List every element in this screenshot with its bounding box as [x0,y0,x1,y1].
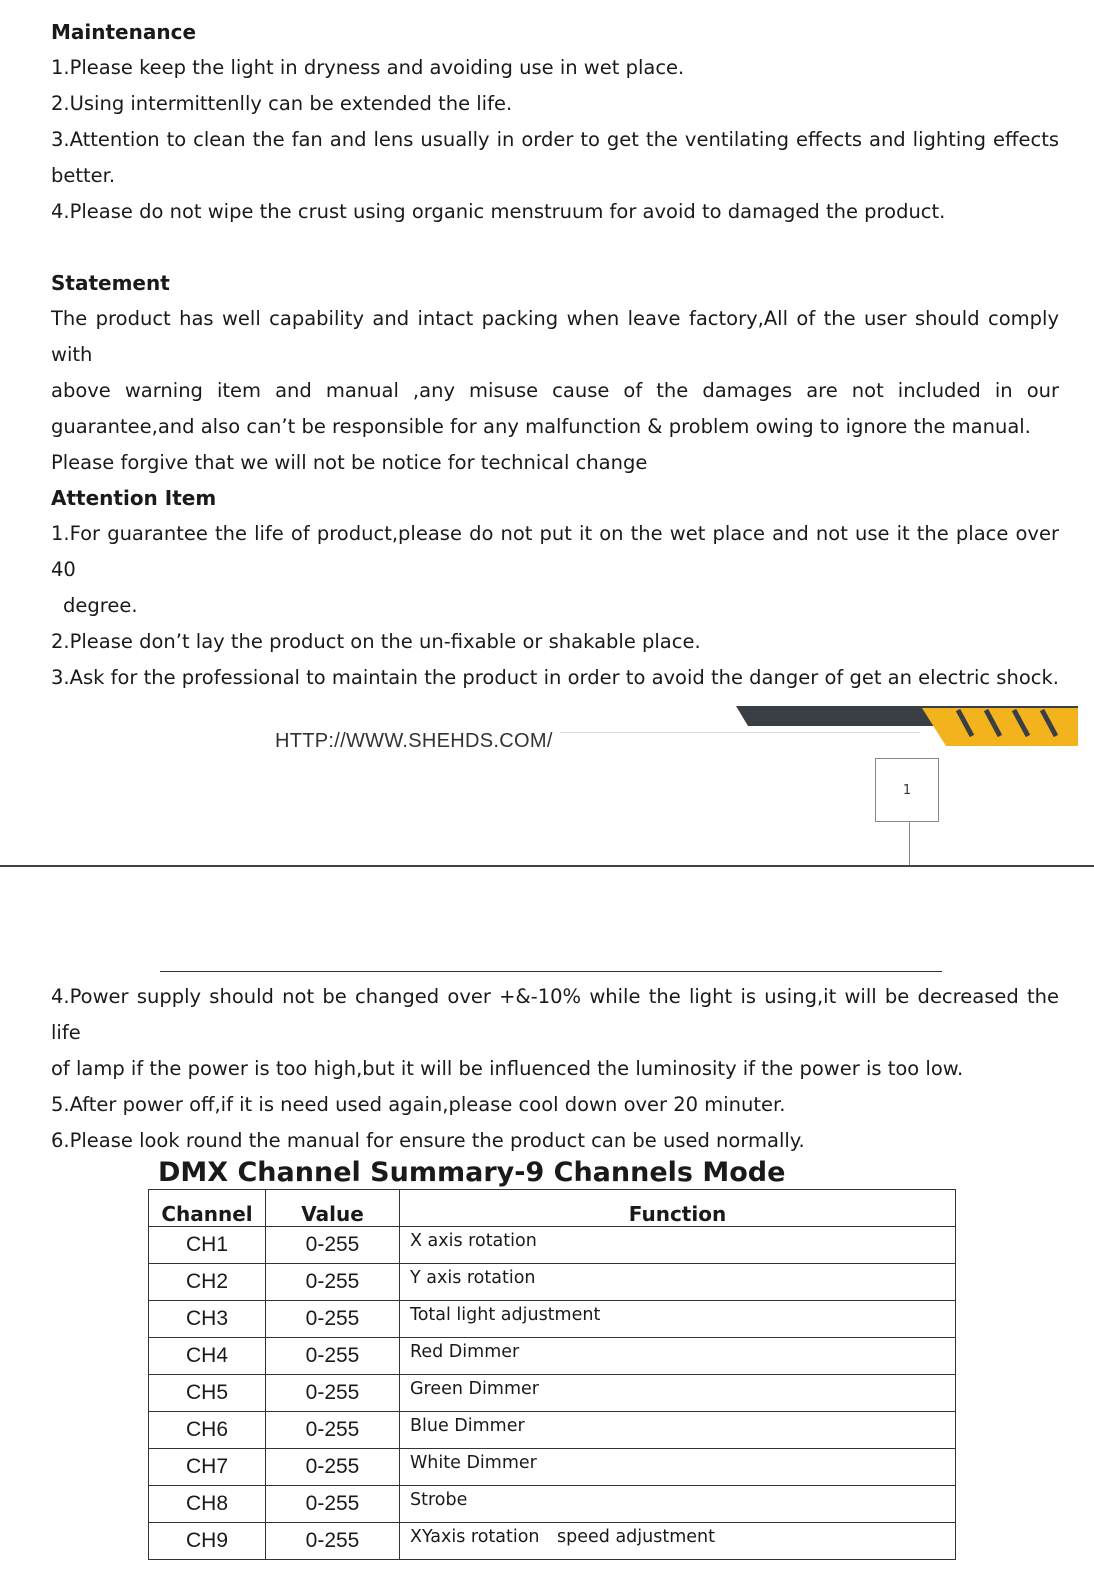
dmx-table-title: DMX Channel Summary-9 Channels Mode [158,1157,786,1188]
attention-item: 2.Please don’t lay the product on the un-fixable or shakable place. [51,630,701,653]
table-row [149,1486,956,1523]
website-url[interactable]: HTTP://WWW.SHEHDS.COM/ [275,730,553,752]
channel-header: Channel [149,1190,266,1227]
function-cell: Y axis rotation [400,1264,956,1301]
attention-item: degree. [63,594,138,617]
attention-item: of lamp if the power is too high,but it will be influenced the luminosity if the power is too low. [51,1057,964,1080]
attention-section [51,480,1059,696]
value-cell: 0-255 [266,1338,400,1375]
footer-banner-graphic [736,706,1078,746]
attention-item: 3.Ask for the professional to maintain the product in order to avoid the danger of get an electric shock. [51,666,1059,689]
value-cell: 0-255 [266,1523,400,1560]
attention-heading: Attention Item [51,486,217,510]
table-row [149,1412,956,1449]
statement-line: Please forgive that we will not be notice for technical change [51,451,648,474]
statement-line: guarantee,and also can’t be responsible for any malfunction & problem owing to ignore the manual. [51,415,1031,438]
header-rule [160,971,942,972]
statement-section [51,265,1059,481]
function-cell: Red Dimmer [400,1338,956,1375]
attention-continued-section [51,979,1059,1159]
page-number: 1 [902,782,912,798]
maintenance-heading: Maintenance [51,20,197,44]
table-row [149,1301,956,1338]
channel-cell: CH4 [149,1338,266,1375]
function-header: Function [400,1190,956,1227]
function-cell: XYaxis rotation speed adjustment [400,1523,956,1560]
table-row [149,1523,956,1560]
statement-line: The product has well capability and intact packing when leave factory,All of the user should comply with [51,307,1059,366]
channel-cell: CH1 [149,1227,266,1264]
function-cell: X axis rotation [400,1227,956,1264]
page-number-box [875,758,939,822]
value-cell: 0-255 [266,1412,400,1449]
channel-cell: CH3 [149,1301,266,1338]
statement-line: above warning item and manual ,any misuse cause of the damages are not included in our [51,379,1059,402]
value-header: Value [266,1190,400,1227]
channel-cell: CH9 [149,1523,266,1560]
attention-item: 5.After power off,if it is need used again,please cool down over 20 minuter. [51,1093,786,1116]
channel-cell: CH8 [149,1486,266,1523]
maintenance-section [51,14,1059,230]
page-number-connector [909,822,910,865]
maintenance-item: 4.Please do not wipe the crust using organic menstruum for avoid to damaged the product. [51,200,946,223]
attention-item: 1.For guarantee the life of product,please do not put it on the wet place and not use it the place over 40 [51,522,1059,581]
value-cell: 0-255 [266,1301,400,1338]
table-row [149,1264,956,1301]
attention-item: 6.Please look round the manual for ensure the product can be used normally. [51,1129,805,1152]
value-cell: 0-255 [266,1264,400,1301]
value-cell: 0-255 [266,1449,400,1486]
table-header-row [149,1190,956,1227]
attention-item: 4.Power supply should not be changed over +&-10% while the light is using,it will be decreased the life [51,985,1059,1044]
channel-cell: CH7 [149,1449,266,1486]
dmx-channel-table [148,1189,956,1560]
table-row [149,1227,956,1264]
function-cell: Blue Dimmer [400,1412,956,1449]
maintenance-item: 3.Attention to clean the fan and lens usually in order to get the ventilating effects and lighting effects [51,128,1059,151]
function-cell: Green Dimmer [400,1375,956,1412]
function-cell: Total light adjustment [400,1301,956,1338]
table-row [149,1338,956,1375]
value-cell: 0-255 [266,1486,400,1523]
table-row [149,1449,956,1486]
maintenance-item: 1.Please keep the light in dryness and avoiding use in wet place. [51,56,685,79]
maintenance-item: better. [51,164,116,187]
value-cell: 0-255 [266,1375,400,1412]
channel-cell: CH2 [149,1264,266,1301]
channel-cell: CH6 [149,1412,266,1449]
banner-accent-bar [922,708,1078,746]
page-break-line [0,865,1094,867]
maintenance-item: 2.Using intermittenlly can be extended the life. [51,92,513,115]
function-cell: Strobe [400,1486,956,1523]
function-cell: White Dimmer [400,1449,956,1486]
channel-cell: CH5 [149,1375,266,1412]
value-cell: 0-255 [266,1227,400,1264]
statement-heading: Statement [51,271,170,295]
table-row [149,1375,956,1412]
